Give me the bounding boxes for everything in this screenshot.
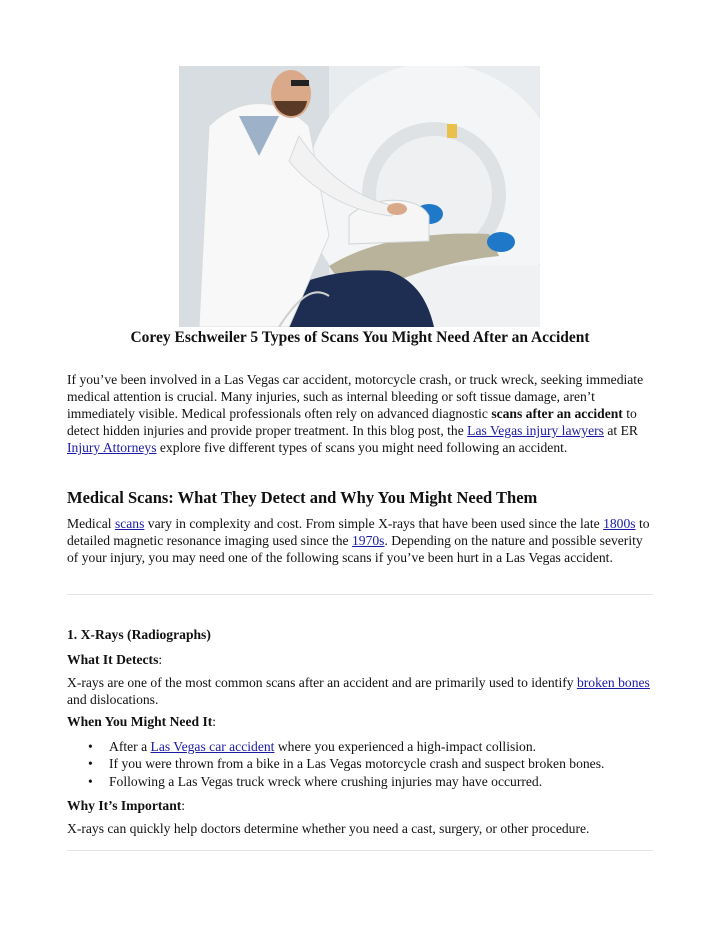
mri-scene-illustration	[179, 66, 540, 327]
intro-text-1: If you’ve been involved in a Las Vegas car accident, motorcycle crash, or truck wreck, seeking immediate medical attention is crucial. Many injuries, such as internal bleeding or soft tissue damage, aren’t immediately visible. Medical professionals often rely on advanced diagnostic	[67, 372, 644, 421]
intro-bold-phrase: scans after an accident	[491, 406, 623, 421]
scans-text-3: to detailed magnetic resonance imaging used since the	[67, 516, 650, 548]
list-item	[90, 738, 536, 755]
scans-link[interactable]: scans	[114, 516, 145, 531]
when-you-might-need-it-label	[67, 713, 216, 730]
bullet-3-text: Following a Las Vegas truck wreck where crushing injuries may have occurred.	[109, 774, 543, 789]
las-vegas-injury-lawyers-link[interactable]: Las Vegas injury lawyers	[467, 423, 604, 438]
las-vegas-car-accident-link[interactable]: Las Vegas car accident	[150, 739, 275, 754]
broken-bones-link[interactable]: broken bones	[576, 675, 650, 690]
scans-text-1: Medical	[67, 516, 115, 531]
intro-text-3: at ER	[603, 423, 638, 438]
scans-text-2: vary in complexity and cost. From simple X-rays that have been used since the late	[144, 516, 604, 531]
colon: :	[158, 652, 163, 667]
list-item	[90, 773, 542, 790]
scans-text-4: . Depending on the nature and possible severity of your injury, you may need one of the following scans if you’ve been hurt in a Las Vegas accident.	[67, 533, 643, 565]
what-it-detects-text: What It Detects	[67, 652, 159, 667]
1970s-link[interactable]: 1970s	[351, 533, 385, 548]
xray-text-2: and dislocations.	[67, 692, 159, 707]
bullet-2-text: If you were thrown from a bike in a Las Vegas motorcycle crash and suspect broken bones.	[109, 756, 605, 771]
injury-attorneys-link[interactable]: Injury Attorneys	[67, 440, 157, 455]
colon: :	[181, 798, 186, 813]
what-it-detects-label	[67, 651, 162, 668]
1800s-link[interactable]: 1800s	[603, 516, 636, 531]
intro-text-2: to detect hidden injuries and provide proper treatment. In this blog post, the	[67, 406, 637, 438]
xray-text-1: X-rays are one of the most common scans after an accident and are primarily used to identify	[67, 675, 577, 690]
bullet-1-text	[109, 739, 536, 754]
intro-paragraph	[67, 371, 657, 456]
hero-image	[179, 66, 540, 327]
divider	[67, 850, 653, 851]
why-paragraph: X-rays can quickly help doctors determine whether you need a cast, surgery, or other procedure.	[67, 821, 590, 836]
intro-text-4: explore five different types of scans you might need following an accident.	[156, 440, 568, 455]
bullet-1-pre: After a	[109, 739, 151, 754]
bullet-1-post: where you experienced a high-impact collision.	[274, 739, 537, 754]
colon: :	[212, 714, 217, 729]
image-caption: Corey Eschweiler 5 Types of Scans You Might Need After an Accident	[130, 329, 590, 346]
section-heading: Medical Scans: What They Detect and Why You Might Need Them	[67, 488, 538, 507]
xray-heading: 1. X-Rays (Radiographs)	[67, 627, 211, 642]
scans-paragraph	[67, 515, 657, 566]
divider	[67, 594, 653, 595]
why-its-important-label	[67, 797, 185, 814]
list-item	[90, 755, 604, 772]
why-text: Why It’s Important	[67, 798, 182, 813]
xray-detects-paragraph	[67, 674, 657, 708]
when-text: When You Might Need It	[67, 714, 213, 729]
